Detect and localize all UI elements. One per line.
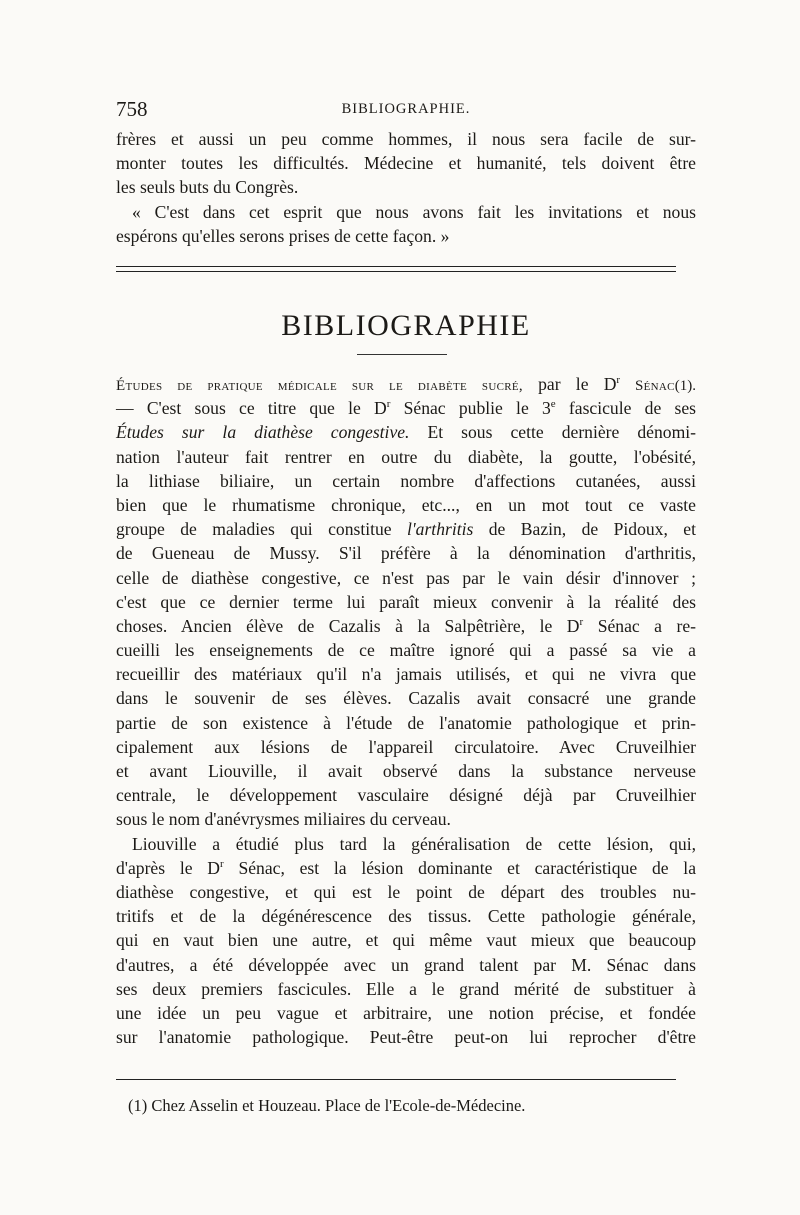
footnote-reference: (1). <box>674 378 696 394</box>
text-line: cipalement aux lésions de l'appareil circulatoire. Avec Cruveilhier <box>116 736 696 757</box>
text-line: monter toutes les difficultés. Médecine et humanité, tels doivent être <box>116 153 696 174</box>
work-title: Études sur la diathèse congestive. <box>116 422 410 443</box>
text-line: nation l'auteur fait rentrer en outre du diabète, la goutte, l'obésité, <box>116 446 696 467</box>
text-line: diathèse congestive, et qui est le point de départ des troubles nu- <box>116 881 696 902</box>
separator-thin-rule <box>116 271 676 272</box>
text-line: ses deux premiers fascicules. Elle a le grand mérité de substituer à <box>116 978 696 999</box>
text-line: frères et aussi un peu comme hommes, il nous sera facile de sur- <box>116 129 696 149</box>
review-body <box>116 372 696 1049</box>
text-line: partie de son existence à l'étude de l'anatomie pathologique et prin- <box>116 712 696 733</box>
text-line: choses. Ancien élève de Cazalis à la Salpêtrière, le $D^r$ Sénac a re- <box>116 615 697 636</box>
text-line: Liouville a étudié plus tard la généralisation de cette lésion, qui, <box>132 833 696 854</box>
text-line: recueillir des matériaux qu'il n'a jamais utilisés, et qui ne vivra que <box>116 664 696 685</box>
section-separator <box>116 266 676 274</box>
entry-title: Études de pratique médicale sur le diabète sucré, <box>116 378 523 394</box>
title-underline <box>357 354 447 355</box>
separator-thick-rule <box>116 266 676 267</box>
page-number: 758 <box>116 97 148 121</box>
text-line: sur l'anatomie pathologique. Peut-être peut-on lui reprocher d'être <box>116 1027 696 1048</box>
text-line: « C'est dans cet esprit que nous avons fait les invitations et nous <box>132 201 696 222</box>
running-title: BIBLIOGRAPHIE. <box>341 101 471 117</box>
text-line: sous le nom d'anévrysmes miliaires du cerveau. <box>116 809 451 830</box>
footnote-rule <box>116 1079 676 1080</box>
preceding-text <box>116 127 696 248</box>
text-line: c'est que ce dernier terme lui paraît mieux convenir à la réalité des <box>116 591 696 612</box>
text-line: qui en vaut bien une autre, et qui même vaut mieux que beaucoup <box>116 930 696 951</box>
text-line: la lithiase biliaire, un certain nombre d'affections cutanées, aussi <box>116 470 696 491</box>
text-line: cueilli les enseignements de ce maître ignoré qui a passé sa vie a <box>116 640 696 661</box>
text-line: espérons qu'elles serons prises de cette façon. » <box>116 225 450 246</box>
entry-author: Sénac <box>620 378 675 394</box>
footnote <box>128 1095 688 1117</box>
entry-heading: Études de pratique médicale sur le diabète sucré, par le $D^r$ Sénac(1). <box>116 374 696 394</box>
text-line: une idée un peu vague et arbitraire, une notion précise, et fondée <box>116 1002 696 1023</box>
section-title: BIBLIOGRAPHIE <box>281 309 531 342</box>
text-line: les seuls buts du Congrès. <box>116 177 299 198</box>
text-line: Études sur la diathèse congestive. Et sous cette dernière dénomi- <box>116 422 696 443</box>
running-head <box>116 97 696 123</box>
text-line: d'autres, a été développée avec un grand talent par M. Sénac dans <box>116 954 696 975</box>
text-line: centrale, le développement vasculaire désigné déjà par Cruveilhier <box>116 785 696 806</box>
text-line: tritifs et de la dégénérescence des tissus. Cette pathologie générale, <box>116 906 696 927</box>
text-line: d'après le $D^r$ Sénac, est la lésion dominante et caractéristique de la <box>116 857 696 878</box>
text-line: — C'est sous ce titre que le $D^r$ Sénac publie le 3e fascicule de ses <box>116 398 696 419</box>
text-line: dans le souvenir de ses élèves. Cazalis avait consacré une grande <box>116 688 696 709</box>
footnote-text: (1) Chez Asselin et Houzeau. Place de l'Ecole-de-Médecine. <box>128 1096 526 1115</box>
text-line: celle de diathèse congestive, ce n'est pas par le vain désir d'innover ; <box>116 567 696 588</box>
text-line: de Gueneau de Mussy. S'il préfère à la dénomination d'arthritis, <box>116 543 696 564</box>
text-line: groupe de maladies qui constitue l'arthritis de Bazin, de Pidoux, et <box>116 519 696 540</box>
text-line: bien que le rhumatisme chronique, etc..., en un mot tout ce vaste <box>116 494 696 515</box>
text-line: et avant Liouville, il avait observé dans la substance nerveuse <box>116 761 696 781</box>
